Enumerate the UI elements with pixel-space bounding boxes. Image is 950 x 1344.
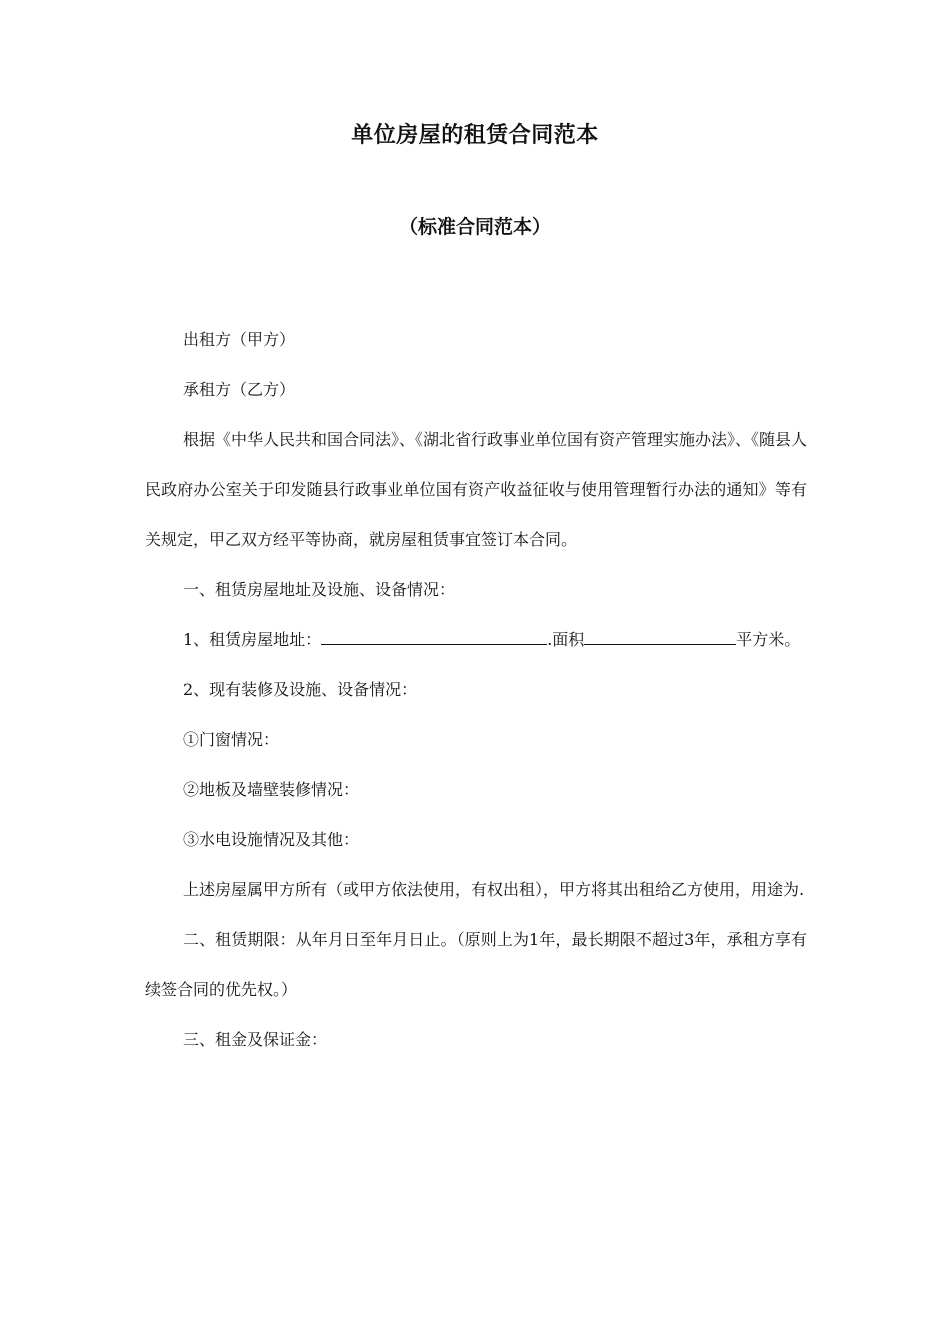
section1-heading: 一、租赁房屋地址及设施、设备情况： (183, 580, 456, 599)
address-label: 1、租赁房屋地址： (183, 630, 322, 649)
intro-paragraph: 根据《中华人民共和国合同法》、《湖北省行政事业单位国有资产管理实施办法》、《随县人民政府办公室关于印发随县行政事业单位国有资产收益征收与使用管理暂行办法的通知》等有关规定，甲乙双方经平等协商，就房屋租赁事宜签订本合同。 (145, 430, 808, 549)
area-unit: 平方米。 (736, 630, 801, 649)
sub-item-doors-windows: ①门窗情况： (183, 730, 280, 749)
document-body (145, 315, 807, 1065)
area-label: .面积 (547, 630, 585, 649)
section2-paragraph: 二、租赁期限：从年月日至年月日止。（原则上为1年，最长期限不超过3年，承租方享有续签合同的优先权。） (145, 930, 807, 999)
area-blank (584, 622, 736, 645)
sub-item-floor-walls: ②地板及墙壁装修情况： (183, 780, 360, 799)
item2-line: 2、现有装修及设施、设备情况： (183, 680, 418, 699)
ownership-paragraph: 上述房屋属甲方所有（或甲方依法使用，有权出租），甲方将其出租给乙方使用，用途为. (183, 880, 805, 899)
sub-item-utilities: ③水电设施情况及其他： (183, 830, 360, 849)
document-title: 单位房屋的租赁合同范本 (351, 123, 599, 148)
lessee-line: 承租方（乙方） (183, 380, 296, 399)
document-subtitle: （标准合同范本） (398, 216, 551, 238)
address-blank (321, 622, 547, 645)
address-area-paragraph (145, 615, 807, 665)
lessor-line: 出租方（甲方） (183, 330, 296, 349)
section3-heading: 三、租金及保证金： (183, 1030, 328, 1049)
